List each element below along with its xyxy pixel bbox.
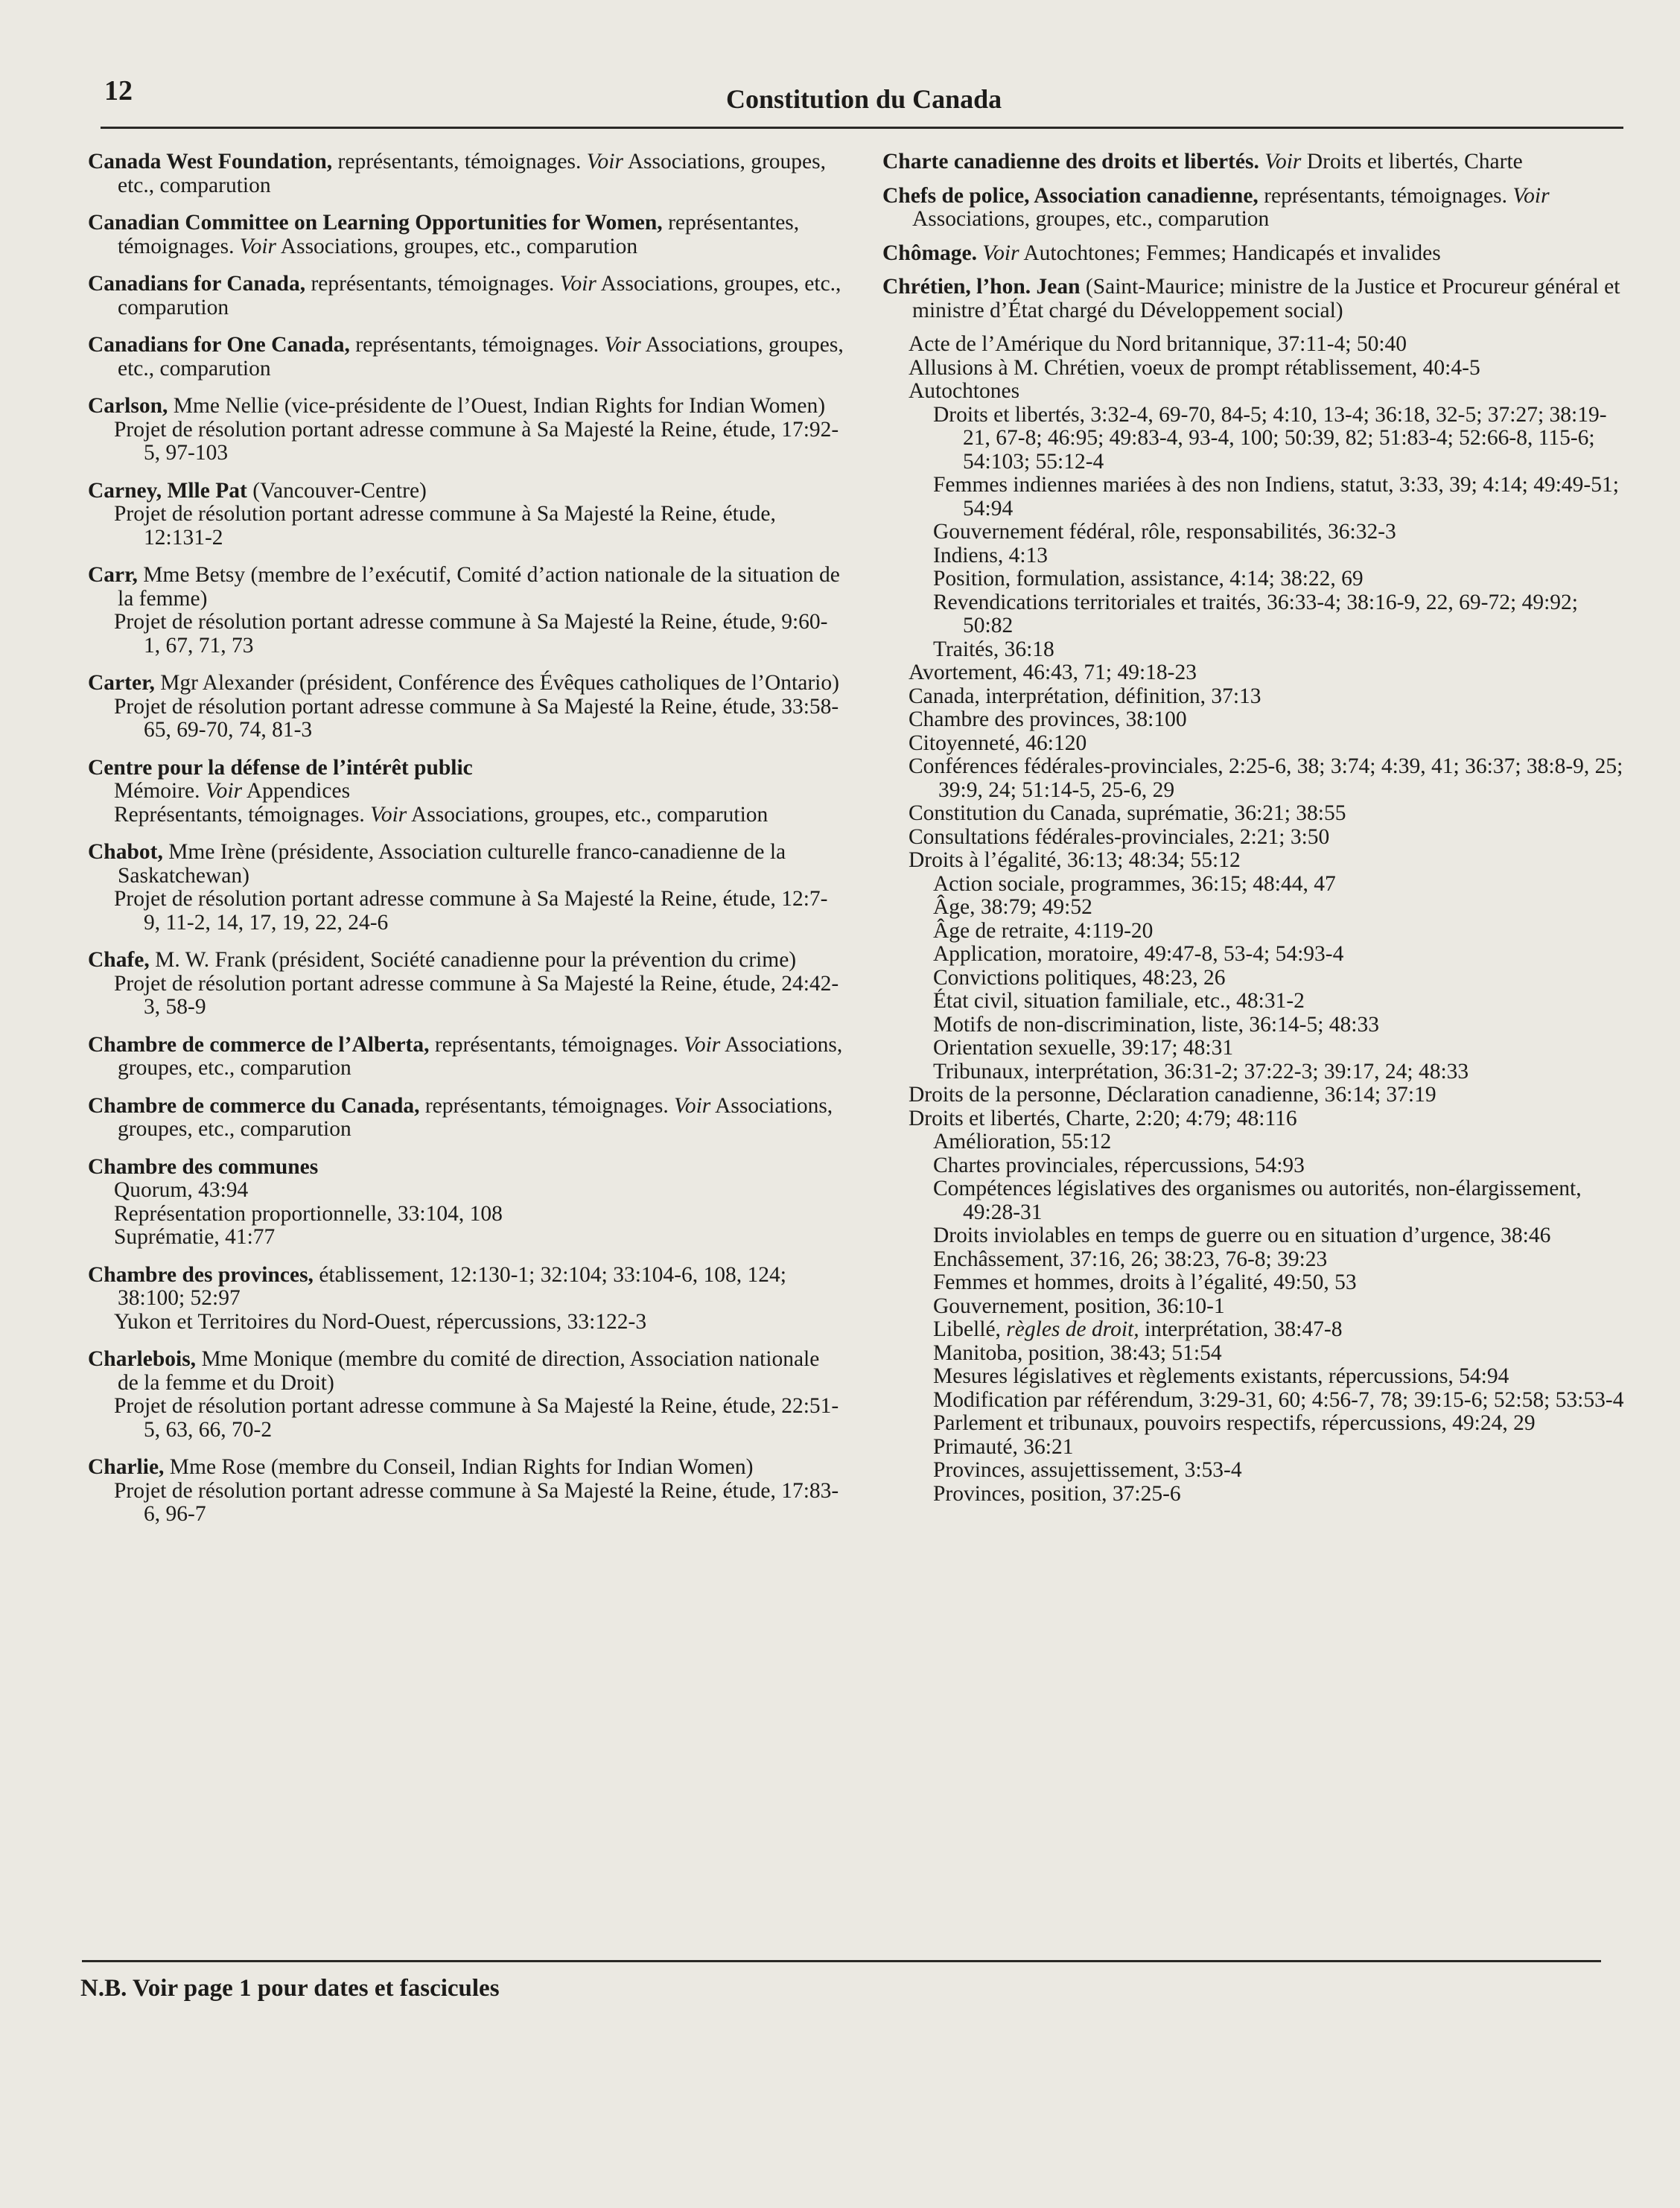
header-rule (101, 127, 1623, 129)
index-text: Mme Nellie (vice-présidente de l’Ouest, Indian Rights for Indian Women) (168, 394, 826, 418)
index-text: Projet de résolution portant adresse commune à Sa Majesté la Reine, étude, 24:42-3, 58-9 (114, 971, 839, 1019)
index-term: Charte canadienne des droits et libertés. (882, 150, 1259, 174)
index-subentry (88, 1395, 844, 1442)
index-text: Projet de résolution portant adresse commune à Sa Majesté la Reine, étude, 17:83-6, 96-7 (114, 1478, 839, 1526)
index-subentry (882, 357, 1627, 381)
index-text: Associations, groupes, etc., comparution (118, 150, 826, 197)
index-subentry (882, 1177, 1627, 1224)
index-text: Conférences fédérales-provinciales, 2:25-6, 38; 3:74; 4:39, 41; 36:37; 38:8-9, 25; 39:9, 24; 51:14-5, 25-6, 29 (909, 754, 1623, 802)
index-text: Droits et libertés, Charte, 2:20; 4:79; 48:116 (909, 1106, 1297, 1130)
index-term: Canadians for One Canada, (88, 333, 350, 357)
index-text: Motifs de non-discrimination, liste, 36:14-5; 48:33 (933, 1012, 1379, 1037)
index-text: Associations, groupes, etc., comparution (118, 333, 844, 381)
index-text: Manitoba, position, 38:43; 51:54 (933, 1340, 1222, 1365)
index-text: Acte de l’Amérique du Nord britannique, 37:11-4; 50:40 (909, 332, 1407, 356)
index-subentry (882, 544, 1627, 568)
index-subentry (882, 1342, 1627, 1366)
index-term: Chambre de commerce de l’Alberta, (88, 1032, 430, 1057)
index-text: Mgr Alexander (président, Conférence des Évêques catholiques de l’Ontario) (154, 671, 839, 695)
index-crossref: Voir (239, 234, 277, 258)
index-subentry (882, 661, 1627, 685)
index-text: Projet de résolution portant adresse commune à Sa Majesté la Reine, étude, 12:131-2 (114, 502, 776, 550)
index-subentry (882, 1271, 1627, 1295)
index-text: Suprématie, 41:77 (114, 1225, 276, 1249)
index-subentry (88, 780, 844, 804)
index-text: Libellé, (933, 1317, 1007, 1341)
index-text: Associations, groupes, etc., comparution (407, 802, 769, 827)
index-entry (88, 564, 844, 658)
index-subentry (882, 873, 1627, 897)
index-heading (88, 841, 844, 888)
index-column-right (882, 150, 1627, 1506)
index-text: Provinces, assujettissement, 3:53-4 (933, 1458, 1242, 1482)
index-crossref: Voir (370, 802, 407, 827)
index-subentry (882, 943, 1627, 967)
index-subentry (882, 1459, 1627, 1483)
index-entry (88, 1095, 844, 1142)
index-text: (Vancouver-Centre) (246, 478, 427, 503)
index-subentry (88, 1480, 844, 1527)
index-subentry (882, 333, 1627, 357)
index-subentry (882, 1154, 1627, 1178)
index-heading (88, 1156, 844, 1180)
index-term: Chômage. (882, 241, 978, 265)
index-text: Primauté, 36:21 (933, 1434, 1074, 1459)
index-text: Associations, groupes, etc., comparution (276, 234, 638, 258)
index-subentry (882, 1130, 1627, 1154)
index-entry (88, 1034, 844, 1081)
index-text: Convictions politiques, 48:23, 26 (933, 965, 1226, 990)
index-term: Canadians for Canada, (88, 272, 306, 296)
index-subentry (882, 521, 1627, 544)
index-subentry (882, 708, 1627, 732)
index-text: Femmes indiennes mariées à des non Indiens, statut, 3:33, 39; 4:14; 49:49-51; 54:94 (933, 473, 1619, 521)
index-heading (88, 1348, 844, 1395)
index-term: Charlebois, (88, 1347, 197, 1371)
index-crossref: Voir (604, 333, 641, 357)
index-text: Autochtones; Femmes; Handicapés et invalides (1019, 241, 1441, 265)
footer-rule (82, 1960, 1601, 1962)
index-term: Chambre des communes (88, 1154, 319, 1179)
index-subentry (882, 1412, 1627, 1436)
index-term: Carr, (88, 563, 138, 587)
index-text: Droits et libertés, 3:32-4, 69-70, 84-5; 4:10, 13-4; 36:18, 32-5; 37:27; 38:19-21, 67-8; 46:95; 49:83-4, 93-4, 100; 50:39, 82; 51:83-4; 52:66-8, 115-6; 54:103; 55:12-4 (933, 402, 1607, 474)
index-text: Mme Rose (membre du Conseil, Indian Rights for Indian Women) (164, 1455, 754, 1479)
index-subentry (882, 380, 1627, 404)
index-heading (88, 672, 844, 696)
index-entry (88, 757, 844, 827)
index-text: Autochtones (909, 379, 1020, 403)
index-subentry (882, 1224, 1627, 1248)
index-entry (88, 1348, 844, 1442)
index-text: représentants, témoignages. (332, 150, 587, 174)
index-heading (88, 1456, 844, 1480)
index-subentry (88, 1179, 844, 1203)
index-entry (88, 1456, 844, 1527)
index-text: représentants, témoignages. (1258, 183, 1513, 208)
index-entry (88, 949, 844, 1019)
index-subentry (882, 802, 1627, 826)
index-text: Projet de résolution portant adresse commune à Sa Majesté la Reine, étude, 9:60-1, 67, 71, 73 (114, 610, 828, 658)
index-text: Associations, groupes, etc., comparution (118, 272, 841, 319)
index-text: interprétation, 38:47-8 (1139, 1317, 1343, 1341)
index-subentry (882, 404, 1627, 474)
index-crossref: Voir (205, 779, 243, 803)
index-subentry (88, 503, 844, 550)
index-text: Parlement et tribunaux, pouvoirs respectifs, répercussions, 49:24, 29 (933, 1411, 1536, 1435)
index-heading (88, 334, 844, 381)
index-heading (88, 949, 844, 973)
index-subentry (882, 732, 1627, 756)
index-text: Âge de retraite, 4:119-20 (933, 918, 1154, 943)
index-text: Chartes provinciales, répercussions, 54:93 (933, 1153, 1305, 1177)
index-subentry (882, 1365, 1627, 1389)
footer-note: N.B. Voir page 1 pour dates et fascicules (80, 1975, 500, 2002)
index-heading (88, 211, 844, 258)
index-text: Amélioration, 55:12 (933, 1130, 1112, 1154)
index-text: M. W. Frank (président, Société canadienne pour la prévention du crime) (149, 948, 797, 972)
index-subentry (88, 1203, 844, 1227)
index-text: représentants, témoignages. (305, 272, 560, 296)
index-text: Droits à l’égalité, 36:13; 48:34; 55:12 (909, 848, 1241, 872)
index-heading (882, 150, 1627, 174)
index-text: Droits de la personne, Déclaration canadienne, 36:14; 37:19 (909, 1083, 1436, 1107)
index-subentry (882, 1295, 1627, 1319)
index-text: Appendices (242, 779, 351, 803)
index-text: Revendications territoriales et traités, 36:33-4; 38:16-9, 22, 69-72; 49:92; 50:82 (933, 590, 1578, 637)
index-entry (88, 395, 844, 465)
index-heading (882, 185, 1627, 232)
index-text: Âge, 38:79; 49:52 (933, 895, 1092, 919)
index-term: Chambre de commerce du Canada, (88, 1093, 420, 1118)
index-subentry (882, 1483, 1627, 1507)
index-text: Consultations fédérales-provinciales, 2:21; 3:50 (909, 824, 1330, 849)
index-subentry (882, 591, 1627, 638)
index-subentry (882, 967, 1627, 990)
index-text: Représentants, témoignages. (114, 802, 371, 827)
index-text: représentants, témoignages. (349, 333, 605, 357)
index-term: Chefs de police, Association canadienne, (882, 183, 1259, 208)
index-term: Chrétien, l’hon. Jean (882, 275, 1081, 299)
index-term: Chabot, (88, 840, 163, 864)
index-heading (882, 242, 1627, 266)
index-text: représentants, témoignages. (429, 1032, 684, 1057)
index-entry (88, 480, 844, 550)
index-subentry (882, 1060, 1627, 1084)
index-entry (88, 273, 844, 319)
index-text: Droits inviolables en temps de guerre ou en situation d’urgence, 38:46 (933, 1224, 1551, 1247)
index-text: Yukon et Territoires du Nord-Ouest, répercussions, 33:122-3 (114, 1309, 647, 1334)
index-term: Carter, (88, 671, 155, 695)
index-term: Carney, Mlle Pat (88, 478, 247, 503)
index-text: Projet de résolution portant adresse commune à Sa Majesté la Reine, étude, 17:92-5, 97-103 (114, 417, 839, 465)
index-text: Position, formulation, assistance, 4:14; 38:22, 69 (933, 567, 1364, 591)
index-subentry (882, 755, 1627, 802)
index-subentry (882, 1248, 1627, 1272)
index-text: Allusions à M. Chrétien, voeux de prompt rétablissement, 40:4-5 (909, 355, 1480, 380)
index-subentry (88, 888, 844, 935)
index-text: Application, moratoire, 49:47-8, 53-4; 54:93-4 (933, 942, 1344, 966)
index-text: Compétences législatives des organismes ou autorités, non-élargissement, 49:28-31 (933, 1177, 1582, 1224)
index-subentry (882, 826, 1627, 850)
index-term: Canadian Committee on Learning Opportunities for Women, (88, 211, 663, 235)
index-subentry (882, 1389, 1627, 1413)
index-text: Citoyenneté, 46:120 (909, 731, 1087, 755)
index-text: Quorum, 43:94 (114, 1178, 249, 1202)
index-heading (882, 276, 1627, 322)
index-text: Projet de résolution portant adresse commune à Sa Majesté la Reine, étude, 33:58-65, 69-70, 74, 81-3 (114, 694, 839, 742)
index-text: Associations, groupes, etc., comparution (912, 207, 1270, 231)
index-term: Chambre des provinces, (88, 1262, 314, 1287)
index-crossref: Voir (674, 1093, 711, 1118)
index-column-left (88, 150, 844, 1541)
index-subentry (88, 973, 844, 1019)
page-number: 12 (104, 75, 133, 106)
index-heading (88, 480, 844, 503)
index-heading (88, 395, 844, 419)
index-text: établissement, 12:130-1; 32:104; 33:104-6, 108, 124; 38:100; 52:97 (118, 1262, 786, 1310)
index-heading (88, 1095, 844, 1142)
index-entry (88, 1264, 844, 1334)
index-crossref: Voir (1264, 150, 1302, 174)
index-entry (88, 150, 844, 197)
index-term: Chafe, (88, 948, 150, 972)
index-subentry (88, 611, 844, 658)
index-heading (88, 1264, 844, 1311)
index-subentry (882, 685, 1627, 709)
index-crossref: Voir (586, 150, 623, 174)
index-subentry (882, 896, 1627, 920)
index-text: (Saint-Maurice; ministre de la Justice et Procureur général et ministre d’État chargé du Développement social) (912, 275, 1620, 322)
index-text: Canada, interprétation, définition, 37:13 (909, 684, 1261, 708)
index-text: État civil, situation familiale, etc., 48:31-2 (933, 989, 1305, 1013)
index-heading (88, 564, 844, 611)
index-subentry (882, 1107, 1627, 1131)
index-text: Gouvernement, position, 36:10-1 (933, 1294, 1225, 1318)
index-text: représentantes, témoignages. (118, 211, 800, 258)
index-text: Indiens, 4:13 (933, 543, 1049, 567)
index-heading (88, 273, 844, 319)
index-subentry (88, 696, 844, 742)
index-text: Mémoire. (114, 779, 206, 803)
index-heading (88, 150, 844, 197)
index-entry (88, 672, 844, 742)
index-subentry (882, 1014, 1627, 1037)
index-text: Projet de résolution portant adresse commune à Sa Majesté la Reine, étude, 12:7-9, 11-2, 14, 17, 19, 22, 24-6 (114, 887, 828, 935)
index-crossref: règles de droit, (1006, 1317, 1139, 1341)
index-entry (88, 334, 844, 381)
index-subentry (88, 1226, 844, 1250)
index-text: Mesures législatives et règlements existants, répercussions, 54:94 (933, 1364, 1509, 1388)
index-crossref: Voir (684, 1032, 721, 1057)
index-heading (88, 1034, 844, 1081)
index-text: Enchâssement, 37:16, 26; 38:23, 76-8; 39:23 (933, 1247, 1328, 1271)
index-text: Projet de résolution portant adresse commune à Sa Majesté la Reine, étude, 22:51-5, 63, 66, 70-2 (114, 1394, 839, 1442)
index-text: Orientation sexuelle, 39:17; 48:31 (933, 1036, 1234, 1060)
index-subentry (88, 1311, 844, 1334)
index-text: Mme Monique (membre du comité de direction, Association nationale de la femme et du Droit) (118, 1347, 820, 1395)
index-subentry (882, 1037, 1627, 1060)
index-text: Mme Betsy (membre de l’exécutif, Comité d’action nationale de la situation de la femme) (118, 563, 840, 611)
running-title: Constitution du Canada (726, 84, 1002, 114)
index-term: Carlson, (88, 394, 168, 418)
index-entry (88, 211, 844, 258)
index-term: Canada West Foundation, (88, 150, 333, 174)
index-subentry (882, 990, 1627, 1014)
index-subentry (882, 1318, 1627, 1342)
index-text: Tribunaux, interprétation, 36:31-2; 37:22-3; 39:17, 24; 48:33 (933, 1059, 1469, 1084)
index-text: Associations, groupes, etc., comparution (118, 1093, 833, 1141)
index-crossref: Voir (559, 272, 596, 296)
index-text: Associations, groupes, etc., comparution (118, 1032, 843, 1080)
index-text: Traités, 36:18 (933, 637, 1054, 661)
index-text: Représentation proportionnelle, 33:104, 108 (114, 1201, 503, 1226)
index-crossref: Voir (1512, 183, 1550, 208)
index-subentry (882, 1084, 1627, 1107)
index-text: Avortement, 46:43, 71; 49:18-23 (909, 661, 1197, 684)
index-subentry (882, 474, 1627, 521)
index-subentry (882, 1436, 1627, 1460)
index-subentry (88, 804, 844, 827)
index-subentry (882, 567, 1627, 591)
index-text: Gouvernement fédéral, rôle, responsabilités, 36:32-3 (933, 520, 1396, 544)
index-subentry (882, 849, 1627, 873)
index-text: Provinces, position, 37:25-6 (933, 1481, 1181, 1506)
index-text: Droits et libertés, Charte (1301, 150, 1523, 174)
index-entry (88, 841, 844, 935)
index-text: Constitution du Canada, suprématie, 36:21; 38:55 (909, 801, 1346, 825)
index-crossref: Voir (982, 241, 1019, 265)
index-entry (88, 1156, 844, 1250)
index-text: Femmes et hommes, droits à l’égalité, 49:50, 53 (933, 1270, 1357, 1294)
index-subentry (88, 419, 844, 465)
index-text: Modification par référendum, 3:29-31, 60; 4:56-7, 78; 39:15-6; 52:58; 53:53-4 (933, 1387, 1624, 1412)
index-subentry (882, 638, 1627, 662)
index-term: Charlie, (88, 1455, 165, 1479)
index-term: Centre pour la défense de l’intérêt public (88, 755, 473, 780)
index-text: Mme Irène (présidente, Association culturelle franco-canadienne de la Saskatchewan) (118, 840, 786, 888)
index-subentry (882, 920, 1627, 944)
index-text: Chambre des provinces, 38:100 (909, 707, 1187, 731)
index-heading (88, 757, 844, 780)
index-text: représentants, témoignages. (419, 1093, 675, 1118)
index-text: Action sociale, programmes, 36:15; 48:44, 47 (933, 871, 1336, 896)
